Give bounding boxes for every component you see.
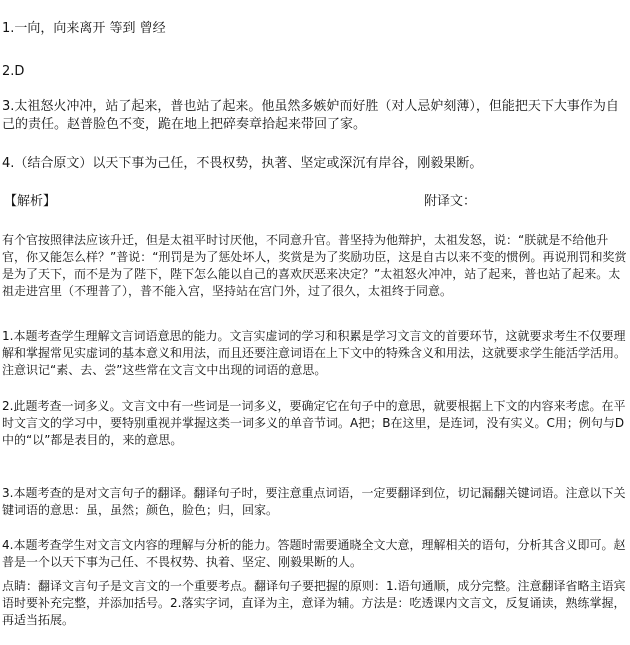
answer-2: 2.D [2,64,25,79]
analysis-point-1: 1.本题考查学生理解文言词语意思的能力。文言实虚词的学习和积累是学习文言文的首要环节，这就要求考生不仅要理解和掌握常见实虚词的基本意义和用法，而且还要注意词语在上下文中的特殊含义和用法，这就要求学生能活学活用。注意识记“素、去、尝”这些常在文言文中出现的词语的意思。 [2,329,627,377]
answer-3: 3.太祖怒火冲冲，站了起来，普也站了起来。他虽然多嫉妒而好胜（对人忌妒刻薄），但能把天下大事作为自己的责任。赵普脸色不变，跪在地上把碎奏章拾起来带回了家。 [2,99,619,132]
answer-1: 1.一向，向来离开 等到 曾经 [2,21,166,36]
analysis-point-2: 2.此题考查一词多义。文言文中有一些词是一词多义，要确定它在句子中的意思，就要根据上下文的内容来考虑。在平时文言文的学习中，要特别重视并掌握这类一词多义的单音节词。A把；B在这里，是连词，没有实义。C用；例句与D中的“以”都是表目的，来的意思。 [2,399,626,447]
analysis-point-3: 3.本题考查的是对文言句子的翻译。翻译句子时，要注意重点词语，一定要翻译到位，切记漏翻关键词语。注意以下关键词语的意思：虽，虽然；颜色，脸色；归，回家。 [2,486,626,517]
analysis-point-4: 4.本题考查学生对文言文内容的理解与分析的能力。答题时需要通晓全文大意，理解相关的语句，分析其含义即可。赵普是一个以天下事为己任、不畏权势、执着、坚定、刚毅果断的人。 [2,538,626,569]
answer-4: 4.（结合原文）以天下事为己任，不畏权势，执著、坚定或深沉有岸谷，刚毅果断。 [2,156,483,171]
translation-label: 附译文： [424,194,477,209]
analysis-header-row [2,193,628,211]
tip-paragraph: 点睛：翻译文言句子是文言文的一个重要考点。翻译句子要把握的原则：1.语句通顺，成分完整。注意翻译省略主语宾语时要补充完整，并添加括号。2.落实字词，直译为主，意译为辅。方法是：吃透课内文言文，反复诵读，熟练掌握，再适当拓展。 [2,579,626,627]
analysis-heading: 【解析】 [4,194,57,209]
translation-paragraph: 有个官按照律法应该升迁，但是太祖平时讨厌他，不同意升官。普坚持为他辩护，太祖发怒，说：“朕就是不给他升官，你又能怎么样？”普说：“刑罚是为了惩处坏人，奖赏是为了奖励功臣，这是自古以来不变的惯例。再说刑罚和奖赏是为了天下，而不是为了陛下，陛下怎么能以自己的喜欢厌恶来决定？”太祖怒火冲冲，站了起来，普也站了起来。太祖走进宫里（不理普了），普不能入宫，坚持站在宫门外，过了很久，太祖终于同意。 [2,233,627,298]
